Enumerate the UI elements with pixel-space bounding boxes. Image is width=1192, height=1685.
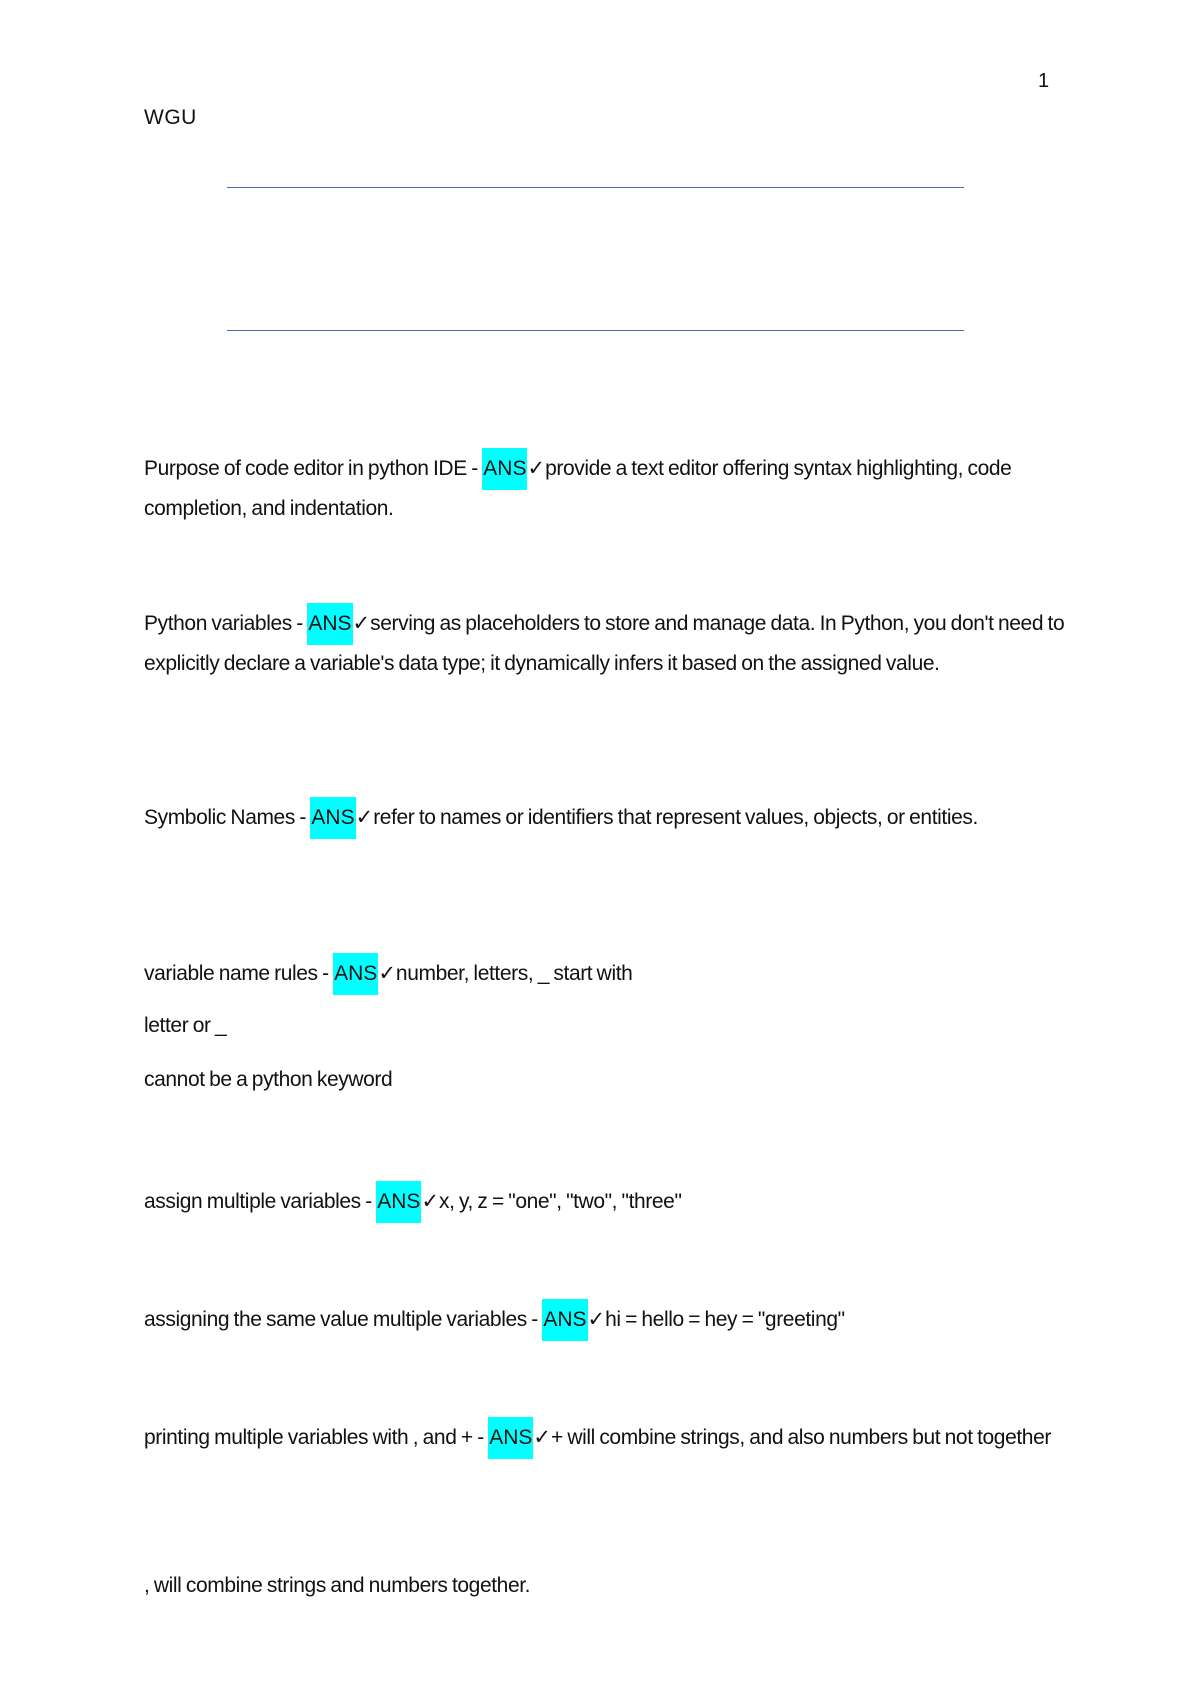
qa-entry [144,953,1084,1107]
page-number: 1 [1038,70,1050,92]
question-text: assign multiple variables - [144,1190,377,1213]
check-icon: ✓ [352,612,371,635]
check-icon: ✓ [355,806,374,829]
qa-text [144,1299,1084,1341]
answer-text: + will combine strings, and also numbers but not together [551,1426,1051,1449]
check-icon: ✓ [527,457,546,480]
qa-continuation [144,1567,1084,1605]
check-icon: ✓ [533,1426,552,1449]
check-icon: ✓ [421,1190,440,1213]
qa-text [144,603,1084,683]
extra-line: cannot be a python keyword [144,1068,393,1091]
ans-highlight: ANS [310,797,355,839]
ans-highlight: ANS [333,953,378,995]
answer-text: serving as placeholders to store and manage data. In Python, you don't need to explicitly declare a variable's data type; it dynamically infers it based on the assigned value. [144,612,1065,675]
qa-entry [144,797,994,839]
answer-text: refer to names or identifiers that represent values, objects, or entities. [373,806,978,829]
qa-text [144,797,994,839]
question-text: assigning the same value multiple variables - [144,1308,543,1331]
check-icon: ✓ [378,962,396,985]
ans-highlight: ANS [307,603,352,645]
answer-text: x, y, z = "one", "two", "three" [439,1190,682,1213]
qa-entry [144,1417,1084,1459]
answer-text: number, letters, _ start with [395,962,633,985]
title-rule-bottom [227,330,964,331]
ans-highlight: ANS [542,1299,587,1341]
qa-text [144,953,1084,995]
question-text: variable name rules - [144,962,334,985]
question-text: Symbolic Names - [144,806,311,829]
qa-text [144,1417,1084,1459]
qa-text [144,448,1084,528]
qa-entry [144,1299,1084,1341]
qa-text [144,1181,1084,1223]
question-text: printing multiple variables with , and + - [144,1426,489,1449]
qa-entry [144,1181,1084,1223]
ans-highlight: ANS [488,1417,533,1459]
check-icon: ✓ [587,1308,606,1331]
title-rule-top [227,187,964,188]
continuation-text: , will combine strings and numbers together. [144,1574,531,1597]
question-text: Python variables - [144,612,308,635]
extra-line: letter or _ [144,1014,227,1037]
qa-entry [144,448,1084,528]
question-text: Purpose of code editor in python IDE - [144,457,483,480]
qa-entry [144,603,1084,683]
ans-highlight: ANS [482,448,527,490]
header-label: WGU [144,106,197,129]
answer-text: provide a text editor offering syntax highlighting, code completion, and indentation. [144,457,1012,520]
ans-highlight: ANS [376,1181,421,1223]
answer-text: hi = hello = hey = "greeting" [605,1308,845,1331]
